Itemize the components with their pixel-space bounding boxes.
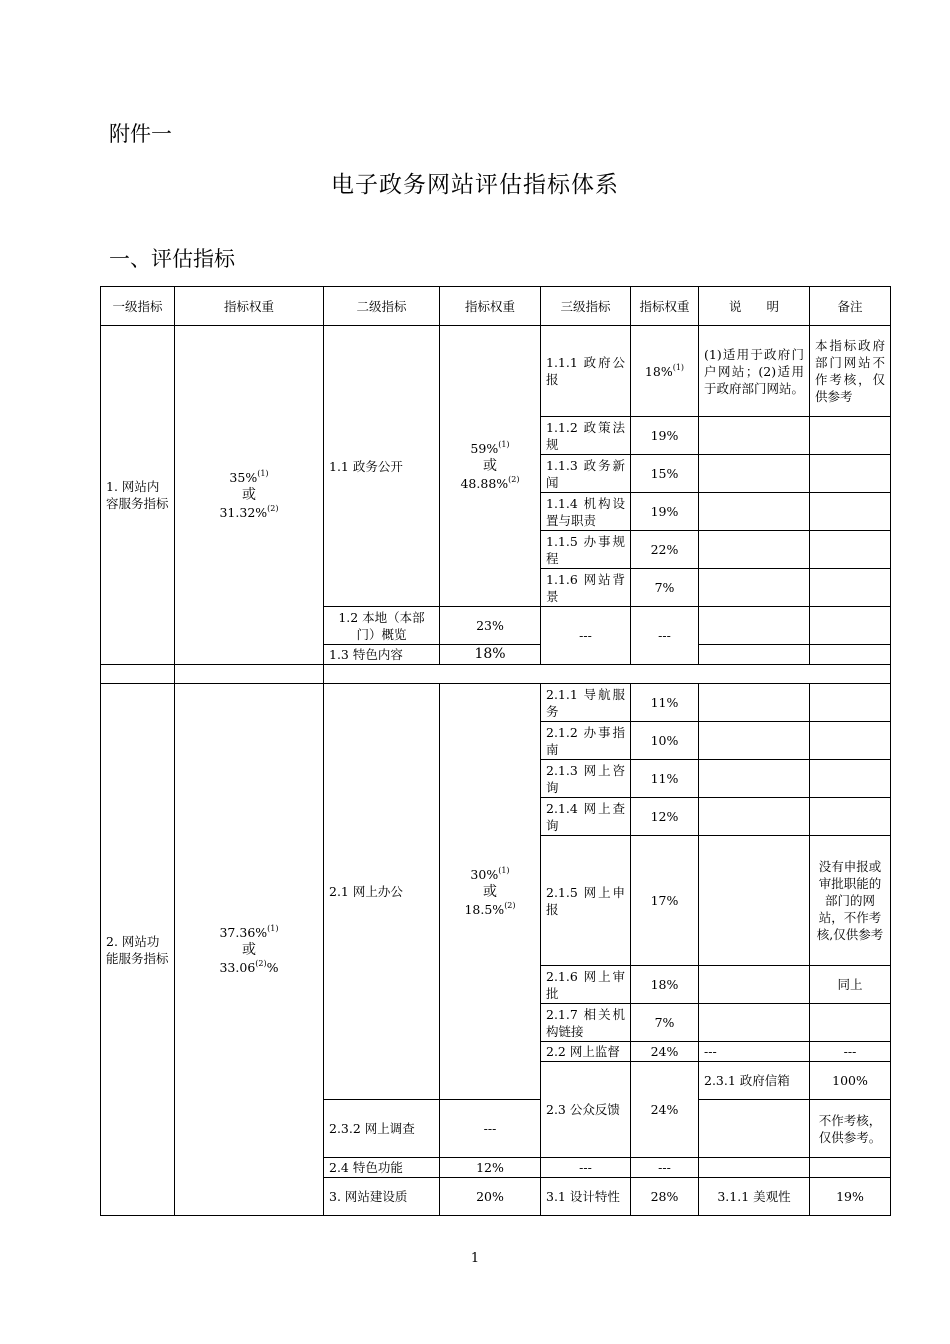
level3-weight: 10% <box>631 722 699 760</box>
level3-weight-dash: --- <box>810 1042 891 1062</box>
note-cell <box>810 531 891 569</box>
level2-weight-2-1: 30%$^{(1)}$ 或 18.5%$^{(2)}$ <box>440 684 541 1100</box>
level3-weight: --- <box>440 1100 541 1158</box>
level3-item: 3.1.1 美观性 <box>699 1178 810 1216</box>
note-cell <box>810 645 891 665</box>
table-row <box>101 326 891 417</box>
level3-item: 2.1.1 导航服务 <box>541 684 631 722</box>
description-cell <box>699 417 810 455</box>
level3-dash: --- <box>541 1158 631 1178</box>
note-cell: 本指标政府部门网站不作考核，仅供参考 <box>810 326 891 417</box>
level3-weight-dash: --- <box>631 607 699 665</box>
level3-item: 2.3.2 网上调查 <box>324 1100 440 1158</box>
level2-online-office: 2.1 网上办公 <box>324 684 440 1100</box>
level2-weight-1-1: 59%$^{(1)}$ 或 48.88%$^{(2)}$ <box>440 326 541 607</box>
header-weight2: 指标权重 <box>440 287 541 326</box>
level3-dash: --- <box>541 607 631 665</box>
level3-item: 1.1.5 办事规程 <box>541 531 631 569</box>
description-cell <box>699 836 810 966</box>
note-cell: 没有申报或审批职能的部门的网站，不作考核,仅供参考 <box>810 836 891 966</box>
note-cell: 不作考核，仅供参考。 <box>810 1100 891 1158</box>
note-cell <box>810 493 891 531</box>
note-cell <box>810 455 891 493</box>
header-level3: 三级指标 <box>541 287 631 326</box>
description-cell <box>699 645 810 665</box>
level1-weight-2: 37.36%$^{(1)}$ 或 33.06$^{(2)}$% <box>175 684 324 1216</box>
level3-item: 2.1.7 相关机构链接 <box>541 1004 631 1042</box>
level3-item: 2.1.3 网上咨询 <box>541 760 631 798</box>
level3-weight: 22% <box>631 531 699 569</box>
description-cell <box>699 684 810 722</box>
level2-special-function: 2.4 特色功能 <box>324 1158 440 1178</box>
level2-online-supervision: 2.2 网上监督 <box>541 1042 631 1062</box>
spacer-row <box>101 665 891 684</box>
document-title: 电子政务网站评估指标体系 <box>331 172 619 198</box>
level2-gov-affairs: 1.1 政务公开 <box>324 326 440 607</box>
section-heading: 一、评估指标 <box>109 247 235 271</box>
level2-weight: 24% <box>631 1062 699 1158</box>
level1-function-service: 2. 网站功能服务指标 <box>101 684 175 1216</box>
level3-weight: 11% <box>631 684 699 722</box>
level3-item: 2.1.6 网上审批 <box>541 966 631 1004</box>
level3-weight: 15% <box>631 455 699 493</box>
level2-weight: 23% <box>440 607 541 645</box>
description-cell <box>699 607 810 645</box>
header-weight3: 指标权重 <box>631 287 699 326</box>
note-cell <box>810 569 891 607</box>
indicator-table <box>100 286 891 1216</box>
note-cell <box>810 722 891 760</box>
level1-weight-1: 35%$^{(1)}$ 或 31.32%$^{(2)}$ <box>175 326 324 665</box>
header-weight1: 指标权重 <box>175 287 324 326</box>
header-level2: 二级指标 <box>324 287 440 326</box>
description-cell <box>699 798 810 836</box>
note-cell <box>810 684 891 722</box>
level3-weight: 7% <box>631 1004 699 1042</box>
note-cell: 同上 <box>810 966 891 1004</box>
level3-item: 2.3.1 政府信箱 <box>699 1062 810 1100</box>
annex-label: 附件一 <box>109 122 172 146</box>
note-cell <box>810 1004 891 1042</box>
description-cell <box>699 966 810 1004</box>
header-level1: 一级指标 <box>101 287 175 326</box>
description-cell: (1)适用于政府门户网站；(2)适用于政府部门网站。 <box>699 326 810 417</box>
note-cell <box>810 417 891 455</box>
level3-item: 1.1.3 政务新闻 <box>541 455 631 493</box>
level1-weight-3: 20% <box>440 1178 541 1216</box>
description-cell <box>699 1004 810 1042</box>
level3-weight: 18%$^{(1)}$ <box>631 326 699 417</box>
level3-weight: 19% <box>631 493 699 531</box>
level2-public-feedback: 2.3 公众反馈 <box>541 1062 631 1158</box>
level3-item: 1.1.1 政府公报 <box>541 326 631 417</box>
level2-design: 3.1 设计特性 <box>541 1178 631 1216</box>
level1-build-quality: 3. 网站建设质 <box>324 1178 440 1216</box>
level2-local-overview: 1.2 本地（本部门）概览 <box>324 607 440 645</box>
header-description: 说 明 <box>699 287 810 326</box>
level3-weight-dash: --- <box>631 1158 699 1178</box>
level3-item: 1.1.6 网站背景 <box>541 569 631 607</box>
level3-item: 1.1.2 政策法规 <box>541 417 631 455</box>
level3-item: 2.1.4 网上查询 <box>541 798 631 836</box>
level3-item: 2.1.5 网上申报 <box>541 836 631 966</box>
header-row <box>101 287 891 326</box>
level3-weight: 18% <box>631 966 699 1004</box>
level3-item: 1.1.4 机构设置与职责 <box>541 493 631 531</box>
page-number: 1 <box>470 1251 480 1266</box>
level3-dash: --- <box>699 1042 810 1062</box>
note-cell <box>810 760 891 798</box>
note-cell <box>810 1158 891 1178</box>
description-cell <box>699 493 810 531</box>
level2-weight: 28% <box>631 1178 699 1216</box>
level3-item: 2.1.2 办事指南 <box>541 722 631 760</box>
level3-weight: 7% <box>631 569 699 607</box>
description-cell <box>699 1100 810 1158</box>
level2-weight: 18% <box>440 645 541 665</box>
table-row <box>101 684 891 722</box>
note-cell <box>810 798 891 836</box>
level2-weight: 12% <box>440 1158 541 1178</box>
description-cell <box>699 531 810 569</box>
level2-special-content: 1.3 特色内容 <box>324 645 440 665</box>
note-cell <box>810 607 891 645</box>
description-cell <box>699 722 810 760</box>
level3-weight: 19% <box>810 1178 891 1216</box>
level3-weight: 19% <box>631 417 699 455</box>
level3-weight: 17% <box>631 836 699 966</box>
description-cell <box>699 760 810 798</box>
description-cell <box>699 569 810 607</box>
level3-weight: 11% <box>631 760 699 798</box>
level3-weight: 100% <box>810 1062 891 1100</box>
level2-weight: 24% <box>631 1042 699 1062</box>
level1-content-service: 1. 网站内容服务指标 <box>101 326 175 665</box>
header-note: 备注 <box>810 287 891 326</box>
description-cell <box>699 455 810 493</box>
description-cell <box>699 1158 810 1178</box>
level3-weight: 12% <box>631 798 699 836</box>
